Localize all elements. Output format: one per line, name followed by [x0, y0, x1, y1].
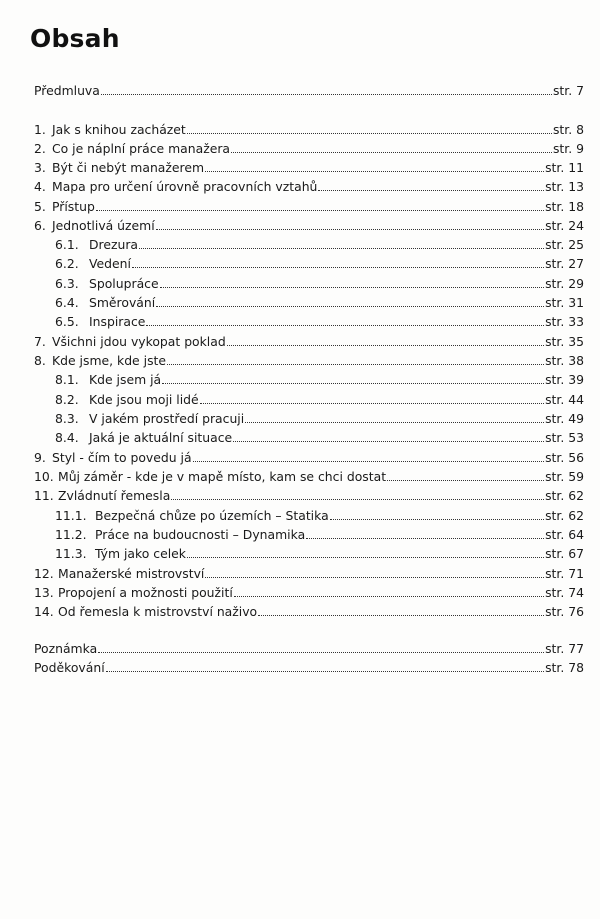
toc-entry-number: 14. — [34, 604, 54, 619]
toc-entry-page: str. 8 — [552, 122, 584, 137]
toc-entry-title: Být či nebýt manažerem — [52, 160, 205, 175]
toc-entry-number: 1. — [34, 122, 46, 137]
toc-entry — [0, 657, 600, 675]
toc-entry-number: 8. — [34, 353, 46, 368]
toc-entry-title: Přístup — [52, 199, 95, 214]
toc-entry-title: Drezura — [89, 237, 139, 252]
toc-entry-title: Poděkování — [34, 660, 105, 675]
toc-entry-number: 3. — [34, 160, 46, 175]
toc-entry-page: str. 24 — [545, 218, 584, 233]
dot-leader — [234, 596, 544, 597]
toc-entry — [0, 466, 600, 484]
toc-entry — [0, 524, 600, 542]
toc-entry-page: str. 77 — [545, 641, 584, 656]
dot-leader — [187, 557, 544, 558]
dot-leader — [187, 133, 552, 134]
toc-entry-title: Poznámka — [34, 641, 98, 656]
toc-entry-title: Inspirace — [89, 314, 146, 329]
toc-entry-title: Spolupráce — [89, 276, 159, 291]
toc-entry-number: 6.5. — [55, 314, 79, 329]
toc-entry-title: Od řemesla k mistrovství naživo — [58, 604, 258, 619]
toc-entry-page: str. 13 — [545, 179, 584, 194]
toc-entry — [0, 543, 600, 561]
dot-leader — [227, 345, 544, 346]
toc-entry-title: Tým jako celek — [95, 546, 186, 561]
toc-entry-page: str. 27 — [545, 256, 584, 271]
toc-entry-title: Jaká je aktuální situace — [89, 430, 233, 445]
toc-entry-page: str. 71 — [545, 566, 584, 581]
dot-leader — [200, 403, 544, 404]
toc-entry-title: V jakém prostředí pracuji — [89, 411, 245, 426]
toc-entry — [0, 601, 600, 619]
toc-entry — [0, 485, 600, 503]
dot-leader — [146, 325, 544, 326]
toc-entry-number: 11.1. — [55, 508, 87, 523]
toc-entry — [0, 273, 600, 291]
toc-entry-page: str. 49 — [545, 411, 584, 426]
toc-entry — [0, 80, 600, 98]
toc-entry-page: str. 31 — [545, 295, 584, 310]
toc-entry-page: str. 39 — [545, 372, 584, 387]
dot-leader — [387, 480, 544, 481]
toc-entry-number: 4. — [34, 179, 46, 194]
dot-leader — [205, 171, 544, 172]
toc-entry — [0, 234, 600, 252]
toc-entry — [0, 253, 600, 271]
toc-entry — [0, 350, 600, 368]
toc-entry-number: 6.3. — [55, 276, 79, 291]
toc-entry — [0, 215, 600, 233]
page-title: Obsah — [30, 24, 120, 53]
dot-leader — [156, 229, 544, 230]
toc-entry-number: 10. — [34, 469, 54, 484]
dot-leader — [96, 210, 544, 211]
toc-entry-number: 11. — [34, 488, 54, 503]
toc-entry-number: 6.1. — [55, 237, 79, 252]
toc-entry-title: Předmluva — [34, 83, 100, 98]
toc-entry-number: 6.2. — [55, 256, 79, 271]
toc-entry-page: str. 35 — [545, 334, 584, 349]
toc-entry-number: 11.3. — [55, 546, 87, 561]
dot-leader — [139, 248, 544, 249]
dot-leader — [160, 287, 544, 288]
toc-entry-title: Propojení a možnosti použití — [58, 585, 233, 600]
toc-entry-title: Mapa pro určení úrovně pracovních vztahů — [52, 179, 318, 194]
toc-entry-number: 12. — [34, 566, 54, 581]
toc-entry-number: 11.2. — [55, 527, 87, 542]
toc-entry — [0, 563, 600, 581]
dot-leader — [193, 461, 544, 462]
dot-leader — [318, 190, 544, 191]
toc-entry — [0, 292, 600, 310]
toc-entry — [0, 138, 600, 156]
toc-entry-number: 6.4. — [55, 295, 79, 310]
dot-leader — [245, 422, 544, 423]
dot-leader — [231, 152, 552, 153]
toc-entry-page: str. 62 — [545, 508, 584, 523]
dot-leader — [306, 538, 544, 539]
toc-entry-title: Všichni jdou vykopat poklad — [52, 334, 226, 349]
dot-leader — [98, 652, 544, 653]
dot-leader — [171, 499, 544, 500]
toc-entry-title: Co je náplní práce manažera — [52, 141, 231, 156]
dot-leader — [162, 383, 544, 384]
toc-entry — [0, 311, 600, 329]
toc-entry-number: 8.4. — [55, 430, 79, 445]
toc-entry-page: str. 25 — [545, 237, 584, 252]
toc-entry-page: str. 59 — [545, 469, 584, 484]
dot-leader — [233, 441, 544, 442]
toc-entry-title: Vedení — [89, 256, 131, 271]
toc-entry — [0, 447, 600, 465]
toc-entry-page: str. 11 — [545, 160, 584, 175]
dot-leader — [132, 267, 544, 268]
toc-entry-title: Jednotlivá území — [52, 218, 155, 233]
toc-entry-page: str. 76 — [545, 604, 584, 619]
toc-entry-page: str. 29 — [545, 276, 584, 291]
dot-leader — [106, 671, 544, 672]
toc-entry-number: 7. — [34, 334, 46, 349]
toc-entry-page: str. 62 — [545, 488, 584, 503]
toc-entry — [0, 331, 600, 349]
toc-entry-title: Směrování — [89, 295, 156, 310]
toc-entry-number: 5. — [34, 199, 46, 214]
toc-entry-number: 13. — [34, 585, 54, 600]
toc-entry-title: Kde jsem já — [89, 372, 162, 387]
toc-entry — [0, 119, 600, 137]
toc-entry — [0, 582, 600, 600]
toc-entry-title: Můj záměr - kde je v mapě místo, kam se chci dostat — [58, 469, 387, 484]
dot-leader — [205, 577, 544, 578]
toc-entry-number: 2. — [34, 141, 46, 156]
toc-entry-title: Kde jsou moji lidé — [89, 392, 199, 407]
dot-leader — [258, 615, 544, 616]
toc-entry — [0, 157, 600, 175]
toc-entry-title: Kde jsme, kde jste — [52, 353, 167, 368]
dot-leader — [167, 364, 544, 365]
toc-entry — [0, 638, 600, 656]
toc-entry-page: str. 38 — [545, 353, 584, 368]
toc-entry-number: 9. — [34, 450, 46, 465]
toc-entry — [0, 427, 600, 445]
toc-entry-title: Styl - čím to povedu já — [52, 450, 192, 465]
toc-entry-number: 8.2. — [55, 392, 79, 407]
toc-entry-number: 8.1. — [55, 372, 79, 387]
toc-entry-number: 8.3. — [55, 411, 79, 426]
toc-entry-title: Bezpečná chůze po územích – Statika — [95, 508, 329, 523]
dot-leader — [330, 519, 544, 520]
toc-entry-page: str. 56 — [545, 450, 584, 465]
toc-entry-title: Manažerské mistrovství — [58, 566, 205, 581]
toc-entry-page: str. 18 — [545, 199, 584, 214]
toc-entry — [0, 389, 600, 407]
toc-entry — [0, 196, 600, 214]
dot-leader — [156, 306, 544, 307]
toc-entry — [0, 176, 600, 194]
toc-entry-page: str. 78 — [545, 660, 584, 675]
toc-entry-page: str. 74 — [545, 585, 584, 600]
toc-entry-page: str. 67 — [545, 546, 584, 561]
toc-entry-title: Jak s knihou zacházet — [52, 122, 186, 137]
toc-entry-title: Práce na budoucnosti – Dynamika — [95, 527, 306, 542]
dot-leader — [101, 94, 552, 95]
toc-entry-page: str. 9 — [552, 141, 584, 156]
toc-entry-page: str. 64 — [545, 527, 584, 542]
toc-entry-page: str. 33 — [545, 314, 584, 329]
toc-entry-page: str. 44 — [545, 392, 584, 407]
toc-entry — [0, 408, 600, 426]
toc-entry-title: Zvládnutí řemesla — [58, 488, 171, 503]
toc-entry — [0, 369, 600, 387]
toc-entry-number: 6. — [34, 218, 46, 233]
toc-entry-page: str. 53 — [545, 430, 584, 445]
toc-entry-page: str. 7 — [552, 83, 584, 98]
toc-entry — [0, 505, 600, 523]
